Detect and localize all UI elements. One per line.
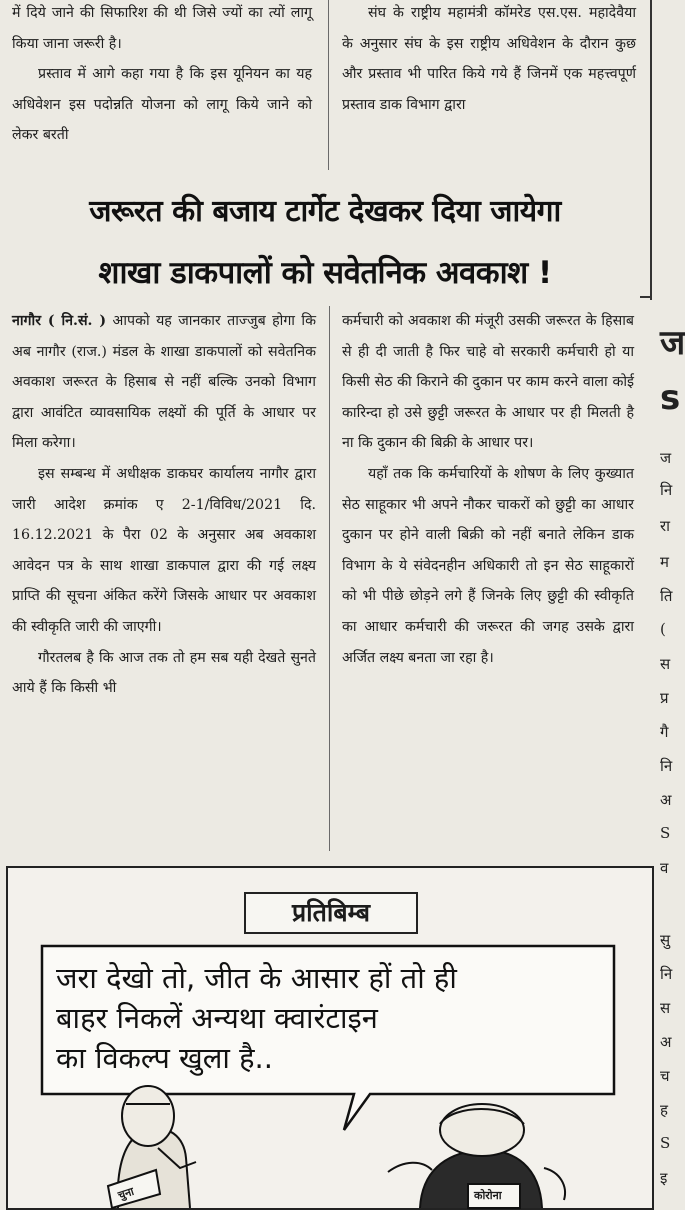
right-edge-big-1: ज bbox=[660, 323, 685, 363]
right-edge-fragment: म bbox=[660, 553, 669, 571]
article-left-p1-text: आपको यह जानकार ताज्जुब होगा कि अब नागौर (राज.) मंडल के शाखा डाकपालों को सवेतनिक अवकाश जरूरत के हिसाब से नहीं बल्कि उनको विभाग द्वारा आवंटित व्यावसायिक लक्ष्यों की पूर्ति के आधार पर मिला करेगा। bbox=[12, 313, 316, 452]
article-right-column bbox=[342, 306, 634, 673]
article-right-p2: यहाँ तक कि कर्मचारियों के शोषण के लिए कुख्यात सेठ साहूकार भी अपने नौकर चाकरों को छुट्टी का आधार दुकान पर होने वाली बिक्री को नहीं बनाते लेकिन डाक विभाग के ये संवेदनहीन अधिकारी तो इन सेठ साहूकारों को भी पीछे छोड़ने लगे हैं जिनके लिए छुट्टी की स्वीकृति का आधार कर्मचारी की जरूरत की जगह उसके द्वारा अर्जित लक्ष्य बनता जा रहा है। bbox=[342, 465, 634, 666]
right-edge-fragment: च bbox=[660, 1067, 670, 1085]
right-edge-fragment: ज bbox=[660, 449, 672, 467]
dateline: नागौर ( नि.सं. ) bbox=[12, 313, 107, 329]
article-left-p2: इस सम्बन्ध में अधीक्षक डाकघर कार्यालय नागौर द्वारा जारी आदेश क्रमांक ए 2-1/विविध/2021 दि. 16.12.2021 के पैरा 02 के अनुसार अब अवकाश आवेदन पत्र के साथ शाखा डाकपाल द्वारा की गई लक्ष्य प्राप्ति की सूचना अंकित करेंगे जिसके आधार पर अवकाश की स्वीकृति जारी की जाएगी। bbox=[12, 465, 316, 635]
top-left-paragraph-2: प्रस्ताव में आगे कहा गया है कि इस यूनियन का यह अधिवेशन इस पदोन्नति योजना को लागू किये जाने को लेकर बरती bbox=[12, 66, 312, 144]
cartoon-panel bbox=[6, 866, 654, 1210]
top-right-column bbox=[342, 0, 636, 120]
cartoon-title: प्रतिबिम्ब bbox=[244, 892, 418, 934]
top-right-paragraph: संघ के राष्ट्रीय महामंत्री कॉमरेड एस.एस. महादेवैया के अनुसार संघ के इस राष्ट्रीय अधिवेशन के दौरान कुछ और प्रस्ताव भी पारित किये गये हैं जिनमें एक महत्त्वपूर्ण प्रस्ताव डाक विभाग द्वारा bbox=[342, 5, 636, 113]
right-edge-fragment: सु bbox=[660, 931, 671, 949]
right-edge-fragment: रा bbox=[660, 517, 671, 535]
right-edge-fragment: S bbox=[660, 1134, 671, 1152]
speech-line-1: जरा देखो तो, जीत के आसार हों तो ही bbox=[56, 961, 457, 995]
article-left-p1 bbox=[12, 306, 316, 459]
tag-left: चुना bbox=[116, 1184, 136, 1203]
top-left-paragraph-1: में दिये जाने की सिफारिश की थी जिसे ज्यों का त्यों लागू किया जाना जरूरी है। bbox=[12, 5, 312, 52]
right-edge-fragment: इ bbox=[660, 1169, 668, 1187]
article-left-p3: गौरतलब है कि आज तक तो हम सब यही देखते सुनते आये हैं कि किसी भी bbox=[12, 649, 316, 697]
right-edge-fragment: ( bbox=[660, 620, 666, 638]
top-left-column bbox=[12, 0, 312, 151]
right-edge-fragment: अ bbox=[660, 791, 672, 809]
top-column-divider bbox=[328, 0, 329, 170]
speech-line-2: बाहर निकलें अन्यथा क्वारंटाइन bbox=[56, 1001, 378, 1035]
right-box-bottom bbox=[640, 296, 652, 298]
article-left-column bbox=[12, 306, 316, 704]
right-edge-fragment: स bbox=[660, 999, 671, 1017]
tag-right: कोरोना bbox=[474, 1189, 502, 1202]
headline-line-1: जरूरत की बजाय टार्गेट देखकर दिया जायेगा bbox=[89, 194, 561, 229]
speech-line-3: का विकल्प खुला है.. bbox=[56, 1041, 273, 1075]
right-edge-fragment: ति bbox=[660, 587, 673, 605]
right-edge-fragment: ह bbox=[660, 1101, 668, 1119]
article-right-p1: कर्मचारी को अवकाश की मंजूरी उसकी जरूरत के हिसाब से ही दी जाती है फिर चाहे वो सरकारी कर्मचारी हो या किसी सेठ की किराने की दुकान पर काम करने वाला कोई कारिन्दा हो उसे छुट्टी जरूरत के आधार पर ही मिलती है ना कि दुकान की बिक्री के आधार पर। bbox=[342, 313, 634, 452]
right-box-border bbox=[650, 0, 652, 300]
right-edge-fragment: गै bbox=[660, 723, 669, 741]
right-edge-fragment: स bbox=[660, 655, 671, 673]
speech-text bbox=[56, 958, 457, 1078]
right-edge-fragment: S bbox=[660, 824, 671, 842]
right-edge-fragment: नि bbox=[660, 757, 673, 775]
right-edge-big-2: s bbox=[660, 378, 681, 418]
right-edge-fragment: नि bbox=[660, 965, 673, 983]
right-edge-fragment: अ bbox=[660, 1033, 672, 1051]
right-edge-fragment: व bbox=[660, 859, 669, 877]
article-column-divider bbox=[329, 306, 330, 851]
right-edge-fragment: प्र bbox=[660, 689, 669, 707]
right-edge-fragment: नि bbox=[660, 481, 673, 499]
headline-line-2: शाखा डाकपालों को सवेतनिक अवकाश ! bbox=[98, 255, 552, 291]
